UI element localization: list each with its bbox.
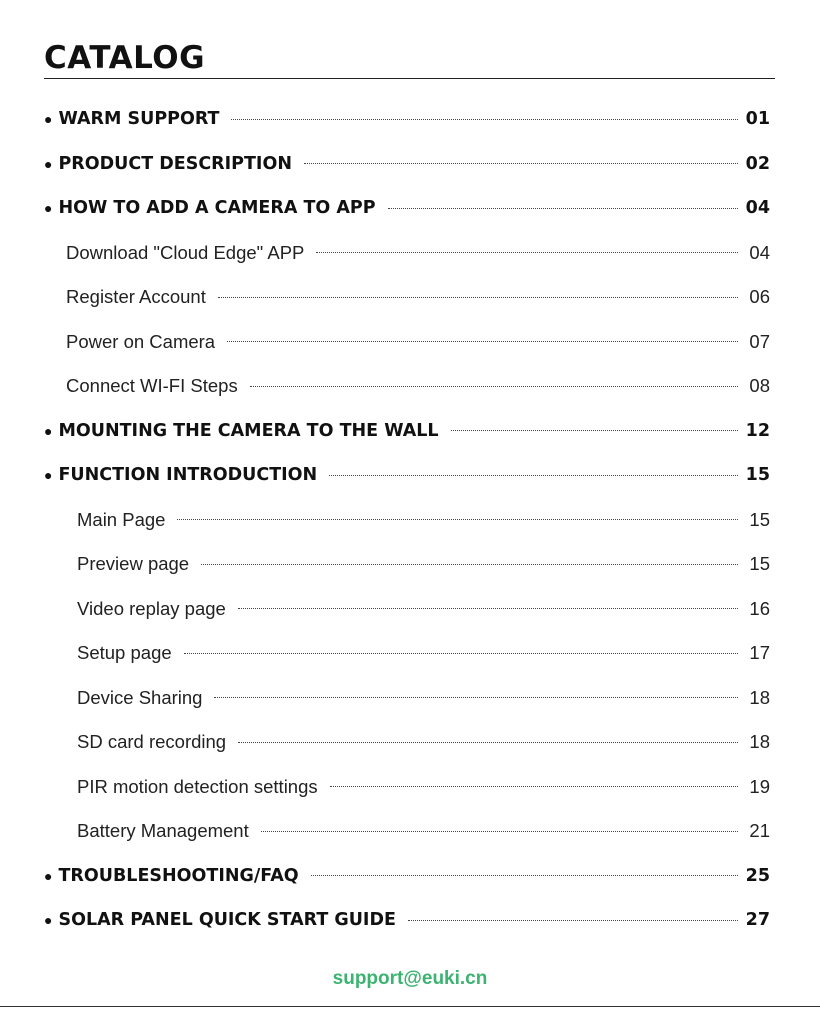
toc-entry-page: 19 — [749, 775, 770, 797]
toc-entry-label: SOLAR PANEL QUICK START GUIDE — [58, 910, 396, 930]
toc-entry-label: SD card recording — [77, 731, 227, 752]
toc-entry-page: 16 — [749, 597, 770, 619]
toc-entry[interactable] — [44, 195, 770, 221]
toc-entry-page: 25 — [745, 865, 770, 886]
toc-entry-label: Battery Management — [77, 820, 249, 841]
toc-entry-page: 04 — [745, 198, 770, 218]
toc-entry-label: Video replay page — [77, 597, 226, 619]
dotted-leader — [451, 430, 738, 431]
toc-entry[interactable] — [77, 685, 770, 711]
toc-entry[interactable] — [66, 284, 770, 310]
dotted-leader — [177, 519, 738, 520]
toc-entry-page: 15 — [749, 553, 770, 574]
toc-entry-label: MOUNTING THE CAMERA TO THE WALL — [58, 420, 439, 441]
toc-entry[interactable] — [66, 329, 770, 355]
toc-entry[interactable] — [44, 151, 770, 177]
toc-entry[interactable] — [44, 462, 770, 488]
dotted-leader — [184, 653, 738, 654]
dotted-leader — [238, 742, 738, 743]
dotted-leader — [261, 831, 738, 832]
toc-entry-page: 21 — [749, 820, 770, 841]
dotted-leader — [388, 208, 738, 209]
bottom-divider — [0, 1006, 820, 1007]
toc-entry-page: 27 — [745, 910, 770, 930]
dotted-leader — [214, 697, 738, 698]
toc-entry[interactable] — [44, 907, 770, 933]
toc-entry[interactable] — [77, 596, 770, 622]
bullet-icon: ● — [44, 111, 53, 127]
toc-entry-label: TROUBLESHOOTING/FAQ — [58, 865, 299, 886]
toc-entry-page: 18 — [749, 686, 770, 708]
dotted-leader — [311, 875, 738, 876]
toc-entry-page: 06 — [749, 286, 770, 307]
toc-entry-label: PIR motion detection settings — [77, 775, 318, 797]
dotted-leader — [408, 920, 738, 921]
toc-entry-label: PRODUCT DESCRIPTION — [58, 153, 292, 174]
toc-entry-label: Power on Camera — [66, 330, 216, 352]
toc-entry-page: 04 — [749, 241, 770, 263]
dotted-leader — [231, 119, 737, 120]
toc-entry-label: Setup page — [77, 642, 172, 663]
toc-entry-page: 01 — [745, 109, 770, 129]
toc-entry-page: 07 — [749, 330, 770, 352]
toc-entry[interactable] — [44, 418, 770, 444]
bullet-icon: ● — [44, 912, 53, 928]
title-divider — [44, 78, 775, 79]
toc-entry[interactable] — [66, 373, 770, 399]
toc-entry[interactable] — [77, 507, 770, 533]
dotted-leader — [238, 608, 738, 609]
toc-entry-page: 08 — [749, 375, 770, 396]
toc-entry-label: Main Page — [77, 508, 166, 530]
toc-entry-page: 18 — [749, 731, 770, 752]
dotted-leader — [329, 475, 737, 476]
toc-entry-page: 02 — [745, 153, 770, 174]
bullet-icon: ● — [44, 155, 53, 172]
toc-entry-label: WARM SUPPORT — [58, 109, 220, 129]
support-email[interactable]: support@euki.cn — [332, 968, 488, 989]
toc-entry[interactable] — [77, 640, 770, 666]
toc-entry-label: Device Sharing — [77, 686, 203, 708]
dotted-leader — [218, 297, 738, 298]
dotted-leader — [227, 341, 738, 342]
toc-entry-label: Download "Cloud Edge" APP — [66, 241, 305, 263]
bullet-icon: ● — [44, 200, 53, 216]
toc-entry-page: 15 — [749, 508, 770, 530]
toc-entry[interactable] — [44, 106, 770, 132]
toc-entry-label: HOW TO ADD A CAMERA TO APP — [58, 198, 376, 218]
toc-entry-page: 15 — [745, 465, 770, 485]
bullet-icon: ● — [44, 467, 53, 483]
bullet-icon: ● — [44, 422, 53, 439]
toc-entry[interactable] — [77, 729, 770, 755]
dotted-leader — [316, 252, 738, 253]
toc-entry-page: 12 — [745, 420, 770, 441]
dotted-leader — [304, 163, 738, 164]
toc-entry-label: Connect WI-FI Steps — [66, 375, 238, 396]
toc-entry[interactable] — [77, 551, 770, 577]
bullet-icon: ● — [44, 867, 53, 884]
dotted-leader — [201, 564, 738, 565]
page-title: CATALOG — [44, 40, 206, 76]
toc-entry-label: Register Account — [66, 286, 206, 307]
toc-entry-page: 17 — [749, 642, 770, 663]
dotted-leader — [330, 786, 738, 787]
toc-entry[interactable] — [77, 774, 770, 800]
toc-entry[interactable] — [66, 240, 770, 266]
toc-entry-label: FUNCTION INTRODUCTION — [58, 465, 318, 485]
toc-entry-label: Preview page — [77, 553, 190, 574]
dotted-leader — [250, 386, 738, 387]
toc-entry[interactable] — [44, 863, 770, 889]
toc-entry[interactable] — [77, 818, 770, 844]
